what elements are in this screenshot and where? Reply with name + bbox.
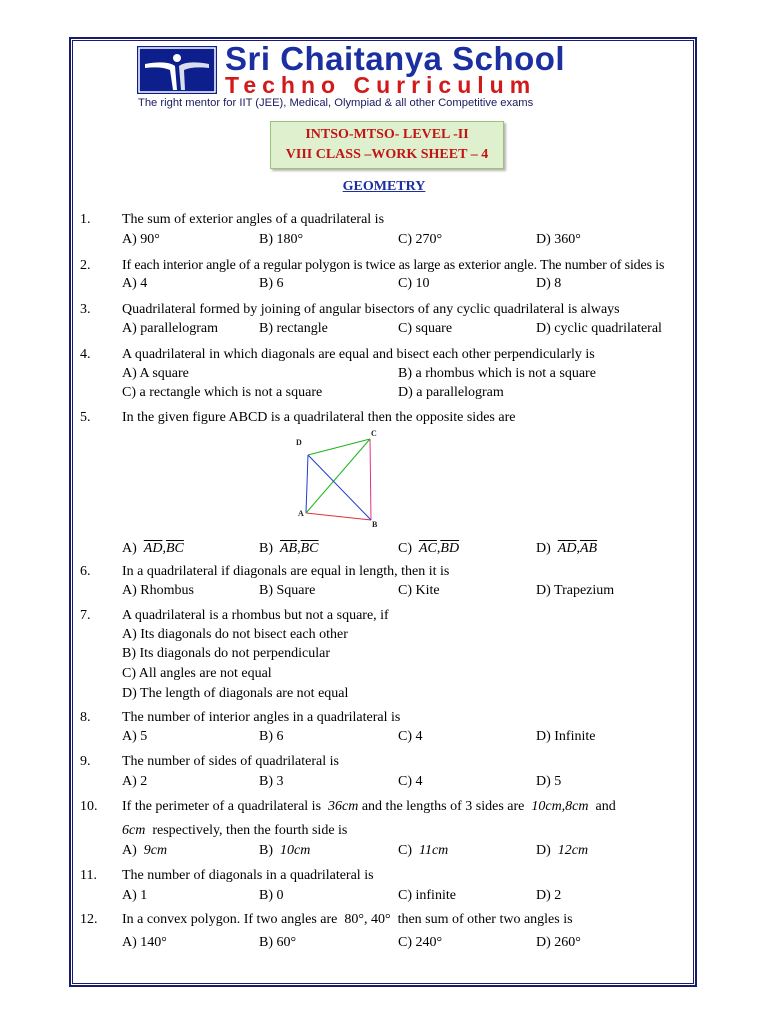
option-label: A) <box>122 541 137 556</box>
question-number: 7. <box>80 608 91 623</box>
q2-option-b: B) 6 <box>259 276 284 291</box>
question-number: 5. <box>80 410 91 425</box>
q9-option-c: C) 4 <box>398 774 423 789</box>
side-ab <box>306 513 371 520</box>
q2-option-c: C) 10 <box>398 276 430 291</box>
q11-option-c: C) infinite <box>398 888 456 903</box>
question-text: The sum of exterior angles of a quadrilateral is <box>122 212 385 227</box>
q6-option-a: A) Rhombus <box>122 583 194 598</box>
vertex-label-d: D <box>296 438 302 447</box>
option-value: 9cm <box>143 843 168 858</box>
q1-option-b: B) 180° <box>259 232 304 247</box>
segment: $\overline{BC}$ <box>165 541 184 556</box>
question-text: The number of sides of quadrilateral is <box>122 754 339 769</box>
q9-option-a: A) 2 <box>122 774 148 789</box>
segment: $\overline{AC}$ <box>419 541 437 556</box>
q6-option-b: B) Square <box>259 583 316 598</box>
question-text: The number of interior angles in a quadrilateral is <box>122 710 401 725</box>
q6-option-c: C) Kite <box>398 583 440 598</box>
q3-option-c: C) square <box>398 321 453 336</box>
option-label: D) <box>536 541 551 556</box>
question-text-part: If the perimeter of a quadrilateral is <box>122 799 322 814</box>
q1-option-d: D) 360° <box>536 232 581 247</box>
sides-value: 10cm,8cm <box>531 799 589 814</box>
question-number: 12. <box>80 912 98 927</box>
vertex-label-c: C <box>371 429 377 438</box>
q11-option-a: A) 1 <box>122 888 148 903</box>
q10-option-b <box>259 842 310 860</box>
question-text-part: In a convex polygon. If two angles are <box>122 912 338 927</box>
q12-option-c: C) 240° <box>398 935 443 950</box>
diagonal-db <box>308 455 371 520</box>
question-number: 1. <box>80 212 91 227</box>
q1-option-a: A) 90° <box>122 232 160 247</box>
option-label: B) <box>259 843 273 858</box>
q8-option-b: B) 6 <box>259 729 284 744</box>
side-cb <box>370 439 371 520</box>
question-text: Quadrilateral formed by joining of angular bisectors of any cyclic quadrilateral is always <box>122 302 620 317</box>
school-logo-icon <box>137 46 217 94</box>
q4-option-c: C) a rectangle which is not a square <box>122 385 323 400</box>
question-number: 9. <box>80 754 91 769</box>
q5-option-c: C) $\overline{AC},\overline{BD}$ <box>398 541 460 556</box>
question-text <box>122 798 616 816</box>
question-text: In a quadrilateral if diagonals are equal in length, then it is <box>122 564 450 579</box>
worksheet-title-line2: VIII CLASS –WORK SHEET – 4 <box>285 147 489 162</box>
side-dc <box>308 439 370 455</box>
q7-option-a: A) Its diagonals do not bisect each other <box>122 627 348 642</box>
q5-option-d: D) $\overline{AD},\overline{AB}$ <box>536 541 598 556</box>
q10-option-d <box>536 842 588 860</box>
vertex-label-b: B <box>372 520 378 529</box>
question-text: If each interior angle of a regular polygon is twice as large as exterior angle. The number of sides is <box>122 258 665 273</box>
option-label: A) <box>122 843 137 858</box>
q4-option-d: D) a parallelogram <box>398 385 504 400</box>
segment: $\overline{AD}$ <box>557 541 577 556</box>
question-text: In the given figure ABCD is a quadrilateral then the opposite sides are <box>122 410 516 425</box>
vertex-label-a: A <box>298 509 304 518</box>
worksheet-title-line1: INTSO-MTSO- LEVEL -II <box>305 127 469 142</box>
angles-value: 80°, 40° <box>344 912 391 927</box>
brand-subtitle: Techno Curriculum <box>225 72 537 98</box>
q2-option-a: A) 4 <box>122 276 148 291</box>
brand-tagline: The right mentor for IIT (JEE), Medical, Olympiad & all other Competitive exams <box>138 97 534 109</box>
q7-option-b: B) Its diagonals do not perpendicular <box>122 646 331 661</box>
side-da <box>306 455 308 513</box>
question-text <box>122 911 573 929</box>
option-label: C) <box>398 843 412 858</box>
subject-heading: GEOMETRY <box>342 179 426 194</box>
question-number: 8. <box>80 710 91 725</box>
segment: $\overline{AB}$ <box>280 541 298 556</box>
q12-option-d: D) 260° <box>536 935 581 950</box>
q5-option-b: B) $\overline{AB},\overline{BC}$ <box>259 541 319 556</box>
q1-option-c: C) 270° <box>398 232 443 247</box>
q12-option-a: A) 140° <box>122 935 167 950</box>
q10-option-a <box>122 842 167 860</box>
q6-option-d: D) Trapezium <box>536 583 615 598</box>
question-number: 6. <box>80 564 91 579</box>
segment: $\overline{BC}$ <box>300 541 319 556</box>
question-number: 2. <box>80 258 91 273</box>
segment: $\overline{AB}$ <box>579 541 598 556</box>
option-label: C) <box>398 541 412 556</box>
option-label: D) <box>536 843 551 858</box>
q9-option-b: B) 3 <box>259 774 284 789</box>
q4-option-b: B) a rhombus which is not a square <box>398 366 596 381</box>
side-value: 6cm <box>122 823 146 838</box>
option-label: B) <box>259 541 273 556</box>
question-number: 11. <box>80 868 97 883</box>
q11-option-d: D) 2 <box>536 888 562 903</box>
q7-option-c: C) All angles are not equal <box>122 666 272 681</box>
q5-option-a: A) $\overline{AD},\overline{BC}$ <box>122 541 184 556</box>
question-text-part: then sum of other two angles is <box>397 912 573 927</box>
question-text-part: respectively, then the fourth side is <box>152 823 348 838</box>
q3-option-a: A) parallelogram <box>122 321 219 336</box>
question-10-cont <box>122 822 347 840</box>
option-value: 10cm <box>280 843 311 858</box>
q7-option-d: D) The length of diagonals are not equal <box>122 686 349 701</box>
question-number: 3. <box>80 302 91 317</box>
brand-name: Sri Chaitanya School <box>225 40 566 77</box>
question-text-part: and the lengths of 3 sides are <box>361 799 525 814</box>
question-text: The number of diagonals in a quadrilateral is <box>122 868 374 883</box>
option-value: 12cm <box>557 843 589 858</box>
segment: $\overline{AD}$ <box>143 541 163 556</box>
question-number: 10. <box>80 799 98 814</box>
q8-option-a: A) 5 <box>122 729 148 744</box>
q9-option-d: D) 5 <box>536 774 562 789</box>
question-text: A quadrilateral is a rhombus but not a square, if <box>122 608 389 623</box>
q3-option-b: B) rectangle <box>259 321 328 336</box>
quadrilateral-figure <box>290 424 390 532</box>
q2-option-d: D) 8 <box>536 276 562 291</box>
q4-option-a: A) A square <box>122 366 189 381</box>
q8-option-c: C) 4 <box>398 729 423 744</box>
q8-option-d: D) Infinite <box>536 729 596 744</box>
question-text: A quadrilateral in which diagonals are equal and bisect each other perpendicularly is <box>122 347 595 362</box>
option-value: 11cm <box>419 843 449 858</box>
perimeter-value: 36cm <box>328 799 359 814</box>
worksheet-title-box <box>270 121 504 169</box>
segment: $\overline{BD}$ <box>440 541 460 556</box>
diagonal-ac <box>306 439 370 513</box>
q3-option-d: D) cyclic quadrilateral <box>536 321 662 336</box>
q11-option-b: B) 0 <box>259 888 284 903</box>
q12-option-b: B) 60° <box>259 935 297 950</box>
q10-option-c <box>398 842 448 860</box>
question-number: 4. <box>80 347 91 362</box>
question-text-part: and <box>595 799 616 814</box>
